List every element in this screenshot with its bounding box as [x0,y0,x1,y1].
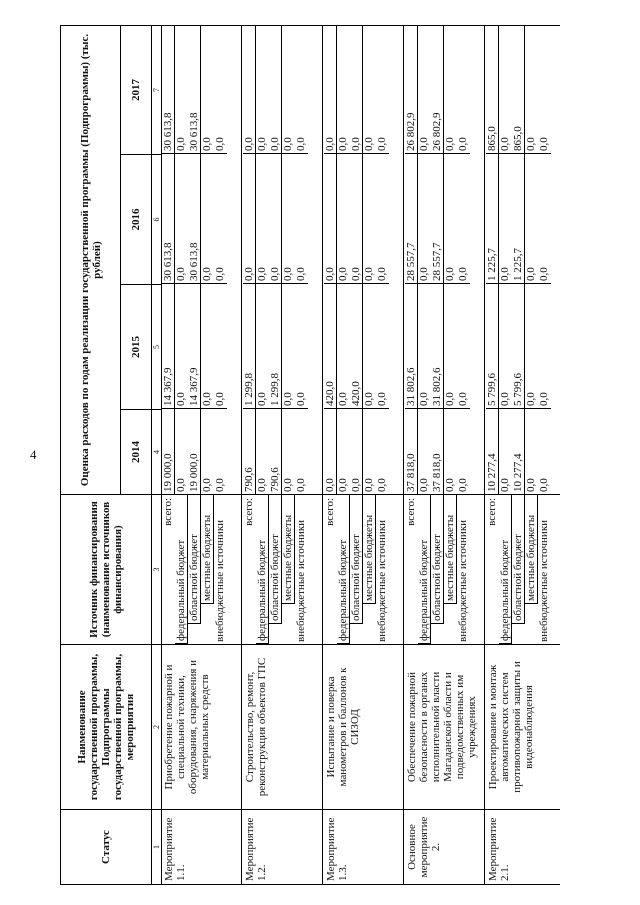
value-cell: 0,0 [350,25,363,154]
value-cell: 30 613,8 [162,154,175,284]
value-cell: 0,0 [499,478,511,492]
value-cell: 0,0 [444,478,456,492]
value-cell: 0,0 [350,154,363,284]
col-number: 7 [152,25,162,155]
value-cell: 0,0 [499,25,512,154]
source-label: областной бюджет [350,495,363,624]
header-status: Статус [61,810,152,885]
source-label: областной бюджет [431,495,444,624]
source-label: внебюджетные источники [457,519,469,642]
value-line [188,25,201,494]
value-cell: 19 000,0 [162,409,175,494]
value-line [243,25,256,494]
header-name: Наименование государственной программы, Подпрограммы государственной программы, мероприятия [61,645,152,810]
value-cell: 0,0 [444,284,457,409]
value-cell: 0,0 [201,25,214,154]
value-line [512,25,525,494]
source-label: областной бюджет [269,495,282,624]
value-cell: 1 299,8 [243,284,256,409]
value-cell: 1 225,7 [486,154,499,284]
value-cell: 0,0 [214,25,227,154]
value-line [405,25,418,494]
row-values [161,25,242,495]
source-label: федеральный бюджет [175,495,188,644]
value-line [350,25,363,494]
value-line [538,25,551,494]
source-label: местные бюджеты [525,495,538,604]
value-cell: 420,0 [350,284,363,409]
value-line [162,25,175,494]
value-cell: 0,0 [538,478,550,492]
header-year-2016: 2016 [121,155,152,285]
value-cell: 0,0 [376,478,388,492]
value-cell: 31 802,6 [405,284,418,409]
table-row-group [242,25,323,885]
value-cell: 0,0 [337,154,350,284]
row-values [242,25,323,495]
header-year-2017: 2017 [121,25,152,155]
row-status: Мероприятие 1.2. [242,810,323,885]
value-cell: 0,0 [376,154,389,284]
col-number: 2 [152,645,162,810]
budget-table [60,25,560,885]
value-cell: 0,0 [538,284,551,409]
value-cell: 0,0 [444,25,457,154]
value-cell: 0,0 [201,154,214,284]
value-cell: 1 299,8 [269,284,282,409]
value-cell: 5 799,6 [512,284,525,409]
value-cell: 0,0 [376,25,389,154]
value-cell: 0,0 [256,25,269,154]
value-cell: 790,6 [243,409,256,494]
page-number: 4 [30,447,37,462]
value-cell: 0,0 [256,154,269,284]
source-label: областной бюджет [512,495,525,624]
value-cell: 0,0 [282,25,295,154]
source-label: местные бюджеты [201,495,214,604]
col-number: 3 [152,495,162,645]
value-cell: 0,0 [175,478,187,492]
value-cell: 0,0 [256,284,269,409]
header-year-2014: 2014 [121,410,152,495]
value-line [486,25,499,494]
value-cell: 0,0 [538,154,551,284]
value-cell: 0,0 [363,25,376,154]
source-label: всего: [486,498,498,526]
value-cell: 0,0 [324,409,337,494]
value-line [418,25,431,494]
row-name: Проектирование и монтаж автоматических систем противопожарной защиты и видеонаблюдения [485,645,560,810]
value-cell: 0,0 [269,25,282,154]
value-cell: 0,0 [324,25,337,154]
value-line [337,25,350,494]
value-cell: 0,0 [214,478,226,492]
value-cell: 0,0 [376,284,389,409]
value-cell: 30 613,8 [162,25,175,154]
source-label: местные бюджеты [363,495,376,604]
value-cell: 420,0 [324,284,337,409]
value-cell: 0,0 [256,478,268,492]
value-line [499,25,512,494]
row-status: Мероприятие 1.1. [161,810,242,885]
value-cell: 0,0 [418,284,431,409]
row-name: Обеспечение пожарной безопасности в органах исполнительной власти Магаданской области и подведомственных им учреждениях [404,645,485,810]
value-cell: 0,0 [363,154,376,284]
source-label: внебюджетные источники [376,519,388,642]
value-cell: 0,0 [457,284,470,409]
source-label: федеральный бюджет [418,495,431,644]
table-row-group [404,25,485,885]
value-cell: 0,0 [269,154,282,284]
value-cell: 865,0 [486,25,499,154]
value-line [295,25,308,494]
value-line [525,25,538,494]
value-cell: 0,0 [525,284,538,409]
value-cell: 0,0 [214,284,227,409]
value-line [324,25,337,494]
value-cell: 0,0 [457,25,470,154]
table-row-group [161,25,242,885]
value-line [376,25,389,494]
value-cell: 1 225,7 [512,154,525,284]
value-line [457,25,470,494]
source-label: всего: [162,498,174,526]
source-label: всего: [324,498,336,526]
value-cell: 0,0 [282,284,295,409]
row-values [485,25,560,495]
col-number: 6 [152,155,162,285]
source-label: внебюджетные источники [295,519,307,642]
value-cell: 5 799,6 [486,284,499,409]
value-cell: 0,0 [418,478,430,492]
value-cell: 28 557,7 [405,154,418,284]
row-name: Приобретение пожарной и специальной техники, оборудования, снаряжения и материальных средств [161,645,242,810]
source-label: местные бюджеты [282,495,295,604]
value-cell: 37 818,0 [405,409,418,494]
col-number: 1 [152,810,162,885]
value-cell: 14 367,9 [162,284,175,409]
value-cell: 30 613,8 [188,25,201,154]
value-cell: 0,0 [175,154,188,284]
value-cell: 10 277,4 [512,409,525,494]
value-cell: 0,0 [324,154,337,284]
source-label: внебюджетные источники [538,519,550,642]
value-cell: 0,0 [337,478,349,492]
value-line [256,25,269,494]
value-cell: 0,0 [201,284,214,409]
value-line [363,25,376,494]
table-header [60,25,161,885]
value-cell: 790,6 [269,409,282,494]
value-cell: 0,0 [201,478,213,492]
value-cell: 0,0 [337,25,350,154]
source-label: федеральный бюджет [337,495,350,644]
value-line [201,25,214,494]
value-cell: 0,0 [499,154,512,284]
source-label: всего: [243,498,255,526]
value-cell: 0,0 [363,284,376,409]
table-row-group [323,25,404,885]
value-cell: 0,0 [525,154,538,284]
row-sources [161,495,242,645]
value-cell: 0,0 [282,154,295,284]
row-status: Мероприятие 2.1. [485,810,560,885]
value-cell: 0,0 [295,154,308,284]
value-cell: 0,0 [418,25,431,154]
row-values [323,25,404,495]
value-line [214,25,227,494]
value-cell: 0,0 [350,409,363,494]
value-line [269,25,282,494]
source-label: местные бюджеты [444,495,457,604]
table-row-group [485,25,560,885]
col-number: 5 [152,285,162,410]
value-line [431,25,444,494]
value-cell: 0,0 [175,25,188,154]
value-cell: 0,0 [214,154,227,284]
value-line [175,25,188,494]
row-status: Мероприятие 1.3. [323,810,404,885]
value-cell: 0,0 [337,284,350,409]
row-sources [242,495,323,645]
value-cell: 0,0 [295,284,308,409]
value-cell: 0,0 [525,25,538,154]
value-cell: 14 367,9 [188,284,201,409]
source-label: областной бюджет [188,495,201,624]
value-cell: 0,0 [295,478,307,492]
value-line [282,25,295,494]
value-line [444,25,457,494]
value-cell: 0,0 [243,25,256,154]
source-label: всего: [405,498,417,526]
value-cell: 0,0 [418,154,431,284]
row-status: Основное мероприятие 2. [404,810,485,885]
table-viewport [60,25,560,885]
row-values [404,25,485,495]
value-cell: 26 802,9 [431,25,444,154]
row-sources [323,495,404,645]
source-label: федеральный бюджет [256,495,269,644]
value-cell: 865,0 [512,25,525,154]
row-name: Испытание и поверка манометров и баллонов к СИЗОД [323,645,404,810]
value-cell: 28 557,7 [431,154,444,284]
value-cell: 0,0 [538,25,551,154]
value-cell: 0,0 [175,284,188,409]
value-cell: 0,0 [525,478,537,492]
row-sources [485,495,560,645]
value-cell: 0,0 [363,478,375,492]
value-cell: 0,0 [444,154,457,284]
value-cell: 26 802,9 [405,25,418,154]
value-cell: 0,0 [457,154,470,284]
value-cell: 31 802,6 [431,284,444,409]
source-label: внебюджетные источники [214,519,226,642]
value-cell: 30 613,8 [188,154,201,284]
value-cell: 0,0 [282,478,294,492]
header-estimate: Оценка расходов по годам реализации государственной программы (Подпрограммы) (тыс. рублей) [61,25,121,495]
row-name: Строительство, ремонт, реконструкция объектов ГПС [242,645,323,810]
value-cell: 0,0 [499,284,512,409]
value-cell: 37 818,0 [431,409,444,494]
value-cell: 10 277,4 [486,409,499,494]
value-cell: 0,0 [457,478,469,492]
source-label: федеральный бюджет [499,495,512,644]
header-source: Источник финансирования (наименование источников финансирования) [61,495,152,645]
value-cell: 0,0 [243,154,256,284]
value-cell: 0,0 [295,25,308,154]
col-number: 4 [152,410,162,495]
row-sources [404,495,485,645]
header-year-2015: 2015 [121,285,152,410]
value-cell: 19 000,0 [188,409,201,494]
